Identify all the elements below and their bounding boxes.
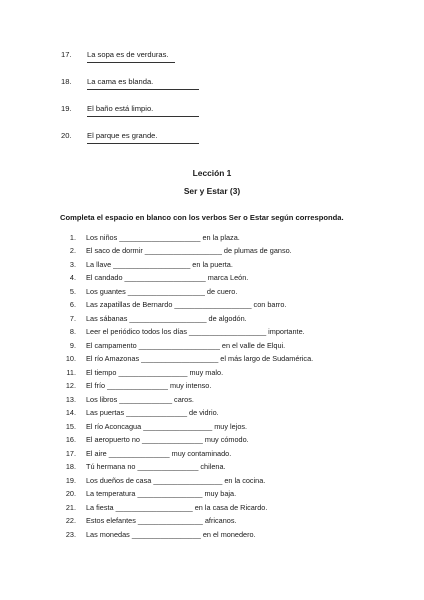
exercise-sentence: Las monedas _________________ en el monedero. [86, 529, 256, 539]
item-number: 17. [61, 50, 72, 59]
exercise-sentence: El aeropuerto no _______________ muy cómodo. [86, 435, 249, 445]
exercise-number: 8. [69, 327, 76, 337]
exercise-number: 15. [65, 421, 76, 431]
exercise-sentence: Las zapatillas de Bernardo ___________________ con barro. [86, 300, 287, 310]
exercise-sentence: La llave ___________________ en la puerta. [86, 259, 233, 269]
exercise-number: 16. [65, 435, 76, 445]
exercise-sentence: Los niños ____________________ en la plaza. [86, 233, 240, 242]
instructions: Completa el espacio en blanco con los verbos Ser o Estar según corresponda. [60, 213, 344, 222]
exercise-number: 10. [65, 354, 76, 364]
exercise-number: 5. [69, 286, 76, 296]
exercise-sentence: Los guantes ___________________ de cuero. [86, 286, 238, 296]
exercise-number: 19. [65, 475, 76, 485]
exercise-number: 9. [69, 340, 76, 350]
exercise-number: 12. [65, 381, 76, 391]
exercise-sentence: Las sábanas ___________________ de algodón. [86, 313, 247, 323]
item-text: El parque es grande. [87, 131, 158, 140]
item-number: 18. [61, 77, 72, 86]
exercise-sentence: Leer el periódico todos los días ___________________ importante. [86, 327, 305, 337]
exercise-sentence: Los dueños de casa _________________ en la cocina. [86, 475, 266, 485]
exercise-number: 2. [69, 246, 76, 256]
exercise-number: 13. [65, 394, 76, 404]
exercise-sentence: El tiempo _________________ muy malo. [86, 367, 224, 377]
exercise-sentence: La temperatura ________________ muy baja. [86, 489, 237, 499]
answer-line [87, 116, 199, 117]
exercise-sentence: El aire _______________ muy contaminado. [86, 448, 232, 458]
exercise-number: 1. [69, 233, 76, 242]
exercise-number: 4. [69, 273, 76, 283]
exercise-sentence: El candado ____________________ marca León. [86, 273, 249, 283]
exercise-sentence: Tú hermana no _______________ chilena. [86, 462, 226, 472]
answer-line [87, 62, 175, 63]
exercise-number: 23. [65, 529, 76, 539]
exercise-sentence: Las puertas _______________ de vidrio. [86, 408, 219, 418]
exercise-sentence: Estos elefantes ________________ africanos. [86, 516, 237, 526]
exercise-number: 22. [65, 516, 76, 526]
item-text: La sopa es de verduras. [87, 50, 169, 59]
exercise-number: 6. [69, 300, 76, 310]
exercise-sentence: El río Amazonas ___________________ el más largo de Sudamérica. [86, 354, 314, 364]
exercise-number: 18. [65, 462, 76, 472]
exercise-sentence: El río Aconcagua _________________ muy lejos. [86, 421, 248, 431]
exercise-sentence: Los libros _____________ caros. [86, 394, 194, 404]
item-number: 20. [61, 131, 72, 140]
exercise-sentence: La fiesta ___________________ en la casa de Ricardo. [86, 502, 268, 512]
exercise-number: 21. [65, 502, 76, 512]
exercise-number: 7. [69, 313, 76, 323]
exercise-number: 17. [65, 448, 76, 458]
exercise-sentence: El saco de dormir ___________________ de plumas de ganso. [86, 246, 292, 256]
item-number: 19. [61, 104, 72, 113]
answer-line [87, 89, 199, 90]
lesson-title: Lección 1 [192, 168, 232, 178]
exercise-number: 11. [66, 367, 76, 377]
exercise-number: 14. [65, 408, 76, 418]
exercise-sentence: El frío _______________ muy intenso. [86, 381, 212, 391]
answer-line [87, 143, 199, 144]
exercise-number: 20. [65, 489, 76, 499]
lesson-subtitle: Ser y Estar (3) [183, 186, 241, 196]
exercise-sentence: El campamento ____________________ en el valle de Elqui. [86, 340, 286, 350]
exercise-number: 3. [69, 259, 76, 269]
item-text: El baño está limpio. [87, 104, 154, 113]
item-text: La cama es blanda. [87, 77, 154, 86]
